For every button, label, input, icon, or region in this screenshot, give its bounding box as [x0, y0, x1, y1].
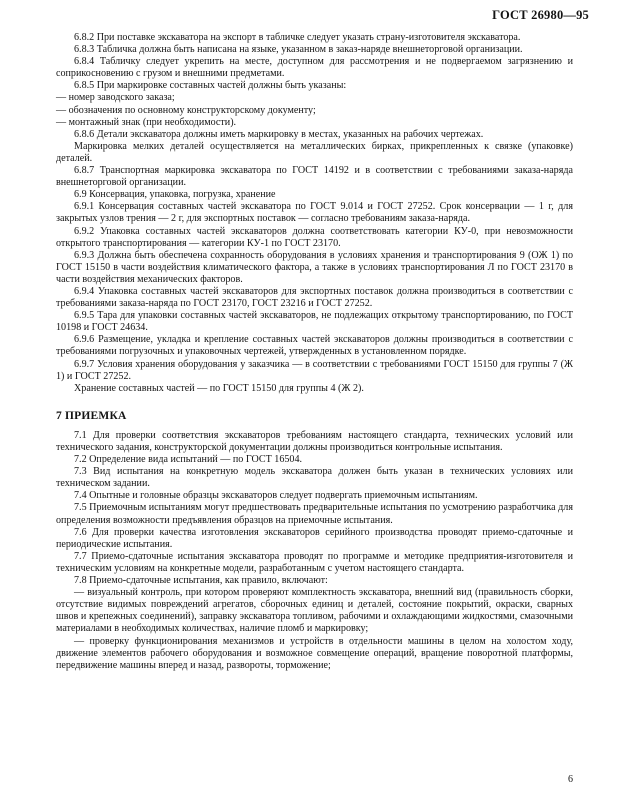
page-number: 6: [568, 774, 573, 785]
subsection-title: 6.9 Консервация, упаковка, погрузка, хранение: [74, 189, 276, 201]
paragraph: 6.9.1 Консервация составных частей экскаватора по ГОСТ 9.014 и ГОСТ 27252. Срок консервации — 1 г, для закрытых узлов трения — 2 г, для экспортных поставок — согласно требованиям заказа-наряда.: [56, 201, 573, 225]
section-heading: 7 ПРИЕМКА: [56, 409, 127, 422]
paragraph: 6.9.4 Упаковка составных частей экскаваторов для экспортных поставок должна производиться в соответствии с требованиями заказа-наряда по ГОСТ 23170, ГОСТ 23216 и ГОСТ 27252.: [56, 285, 573, 310]
list-item: — монтажный знак (при необходимости).: [56, 116, 237, 128]
paragraph: 6.9.2 Упаковка составных частей экскаваторов должна соответствовать категории КУ-0, при невозможности открытого транспортирования — категории КУ-1 по ГОСТ 23170.: [56, 225, 573, 249]
document-header: ГОСТ 26980—95: [492, 8, 589, 22]
paragraph: 6.8.5 При маркировке составных частей должны быть указаны:: [74, 80, 347, 92]
paragraph: 7.6 Для проверки качества изготовления экскаваторов серийного производства проводят приемо-сдаточные и периодические испытания.: [56, 526, 573, 550]
paragraph: 6.9.3 Должна быть обеспечена сохранность оборудования в условиях хранения и транспортирования 9 (ОЖ 1) по ГОСТ 15150 в части воздействия климатического фактора, а также в условиях транспортирования Л по ГОСТ 23170 в части воздействия механических факторов.: [56, 249, 573, 285]
paragraph: 7.3 Вид испытания на конкретную модель экскаватора должен быть указан в технических условиях или техническом задании.: [56, 466, 573, 490]
paragraph: 6.8.6 Детали экскаватора должны иметь маркировку в местах, указанных на рабочих чертежах.: [74, 128, 484, 140]
paragraph: Хранение составных частей — по ГОСТ 15150 для группы 4 (Ж 2).: [74, 382, 364, 394]
paragraph: 6.8.3 Табличка должна быть написана на языке, указанном в заказ-наряде внешнеторговой организации.: [74, 44, 523, 56]
paragraph: 7.7 Приемо-сдаточные испытания экскаватора проводят по программе и методике предприятия-изготовителя и техническим условиям на конкретные модели, разработанным с учетом настоящего стандарта.: [56, 550, 573, 574]
paragraph: 7.1 Для проверки соответствия экскаваторов требованиям настоящего стандарта, технических условий или технического задания, конструкторской документации должны производиться контрольные испытания.: [56, 429, 573, 453]
list-item: — визуальный контроль, при котором проверяют комплектность экскаватора, внешний вид (правильность сборки, отсутствие видимых повреждений агрегатов, сборочных единиц и деталей, состояние покрытий, окраски, сварных швов и крепежных соединений), заправку экскаватора топливом, рабочими и охлаждающими жидкостями, смазочными материалами в необходимых количествах, наличие пломб и маркировку;: [56, 587, 573, 635]
paragraph: 7.4 Опытные и головные образцы экскаваторов следует подвергать приемочным испытаниям.: [74, 490, 478, 502]
document-body: [56, 32, 573, 672]
paragraph: 7.8 Приемо-сдаточные испытания, как правило, включают:: [74, 575, 328, 587]
list-item: — обозначения по основному конструкторскому документу;: [56, 104, 316, 116]
list-item: — номер заводского заказа;: [56, 92, 175, 104]
paragraph: Маркировка мелких деталей осуществляется на металлических бирках, прикрепленных к связке (упаковке) деталей.: [56, 140, 573, 164]
paragraph: 6.8.4 Табличку следует укрепить на месте, доступном для рассмотрения и не подвергаемом загрязнению и соприкосновению с грузом и внешними предметами.: [56, 56, 573, 80]
paragraph: 6.9.5 Тара для упаковки составных частей экскаваторов, не подлежащих открытому транспортированию, по ГОСТ 10198 и ГОСТ 24634.: [56, 310, 573, 334]
paragraph: 6.8.2 При поставке экскаватора на экспорт в табличке следует указать страну-изготовителя экскаватора.: [74, 32, 521, 43]
paragraph: 6.8.7 Транспортная маркировка экскаватора по ГОСТ 14192 и в соответствии с требованиями заказа-наряда внешнеторговой организации.: [56, 165, 573, 189]
paragraph: 7.2 Определение вида испытаний — по ГОСТ 16504.: [74, 454, 303, 466]
paragraph: 6.9.7 Условия хранения оборудования у заказчика — в соответствии с требованиями ГОСТ 15150 для группы 7 (Ж 1) и ГОСТ 27252.: [56, 358, 573, 382]
paragraph: 7.5 Приемочным испытаниям могут предшествовать предварительные испытания по усмотрению разработчика для определения возможности предъявления образцов на приемочные испытания.: [56, 502, 573, 526]
list-item: — проверку функционирования механизмов и устройств в отдельности машины в целом на холостом ходу, движение элементов рабочего оборудования и возможное совмещение операций, вращение поворотной платформы, передвижение машины вперед и назад, развороты, торможение;: [56, 635, 573, 671]
paragraph: 6.9.6 Размещение, укладка и крепление составных частей экскаваторов должны производиться в соответствии с требованиями погрузочных и упаковочных чертежей, утвержденных в установленном порядке.: [56, 334, 573, 358]
